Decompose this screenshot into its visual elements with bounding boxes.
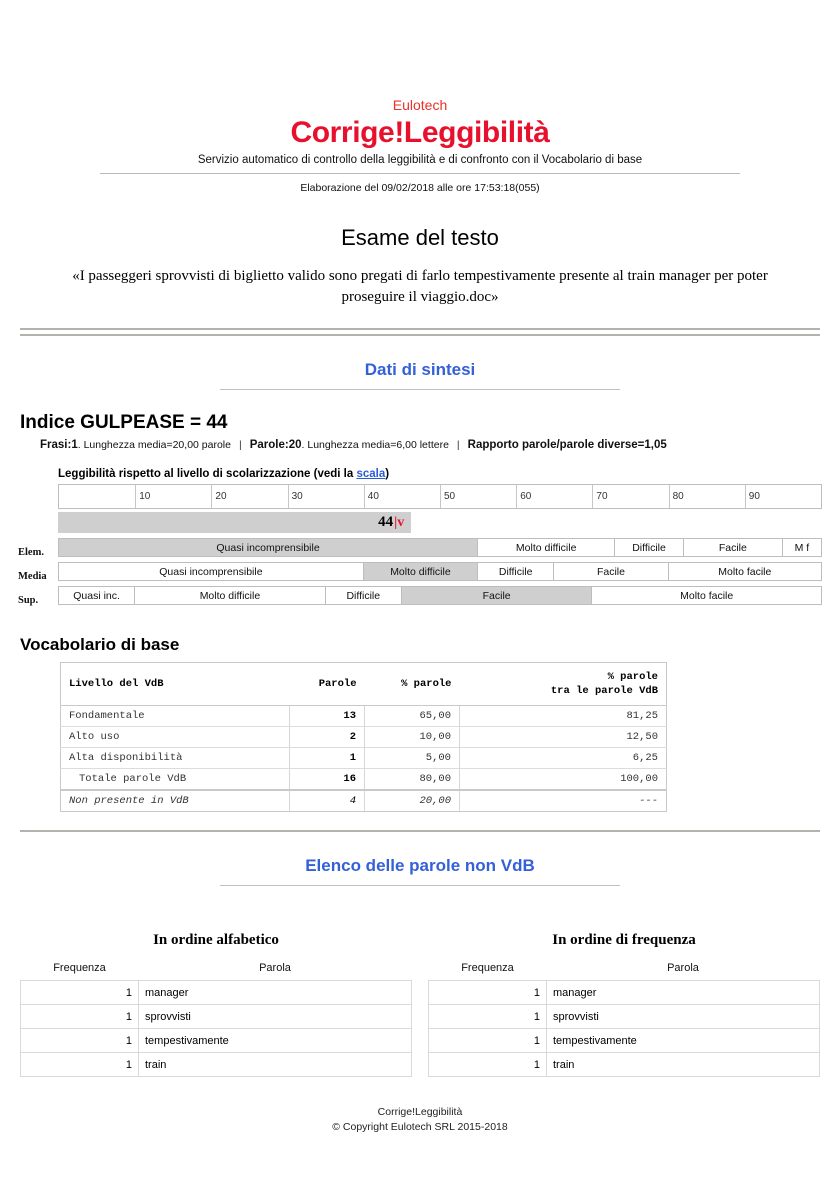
scale-cell: Facile <box>554 563 668 580</box>
word-table-header <box>429 961 820 981</box>
word-list-title: In ordine di frequenza <box>552 932 696 948</box>
word-row <box>429 1053 820 1077</box>
document-name: «I passeggeri sprovvisti di biglietto valido sono pregati di farlo tempestivamente presente al train manager per poter proseguire il viaggio.doc» <box>72 268 768 305</box>
section-underline <box>220 389 620 390</box>
scale-tick-70: 70 <box>592 485 668 508</box>
gulpease-marker-caret: |v <box>394 515 405 530</box>
word-freq: 1 <box>21 981 139 1005</box>
scale-rows <box>18 538 822 605</box>
scale-tick-50: 50 <box>440 485 516 508</box>
word-col-parola: Parola <box>667 962 699 974</box>
scale-bar-0 <box>58 538 822 557</box>
vdb-cell-level: Alto uso <box>61 727 290 748</box>
non-vdb-section-header <box>0 856 840 886</box>
scale-cell: Facile <box>402 587 593 604</box>
scale-cell: Quasi incomprensibile <box>59 563 364 580</box>
marker-remainder <box>411 512 822 533</box>
readability-scale <box>18 484 822 605</box>
word-lists <box>20 932 820 1077</box>
word-text: manager <box>547 981 820 1005</box>
scale-caption <box>58 468 820 480</box>
word-freq: 1 <box>21 1029 139 1053</box>
scale-row-label-1: Media <box>18 571 47 582</box>
report-footer <box>0 1105 840 1135</box>
scale-cell: Quasi inc. <box>59 587 135 604</box>
word-freq: 1 <box>429 981 547 1005</box>
scale-tick-60: 60 <box>516 485 592 508</box>
word-text: tempestivamente <box>547 1029 820 1053</box>
header-divider <box>100 173 740 174</box>
vdb-cell-pct: 10,00 <box>365 727 460 748</box>
word-list-title: In ordine alfabetico <box>153 932 279 948</box>
scale-cell: Molto difficile <box>364 563 478 580</box>
scale-cell: Molto difficile <box>478 539 615 556</box>
double-divider <box>20 328 820 336</box>
vdb-cell-parole: 2 <box>290 727 365 748</box>
scale-tick-80: 80 <box>669 485 745 508</box>
vdb-cell-pct-vdb: 81,25 <box>460 706 667 727</box>
vdb-cell-pct-vdb: --- <box>460 790 667 812</box>
frasi-detail: . Lunghezza media=20,00 parole <box>77 439 231 451</box>
word-row <box>21 1005 412 1029</box>
vdb-heading: Vocabolario di base <box>20 635 180 654</box>
scale-caption-before: Leggibilità rispetto al livello di scolarizzazione (vedi la <box>58 468 357 480</box>
scale-row-elem <box>18 538 822 557</box>
vdb-cell-pct: 80,00 <box>365 769 460 791</box>
gulpease-stats <box>20 439 820 451</box>
gulpease-block <box>0 412 840 480</box>
vdb-cell-level: Totale parole VdB <box>61 769 290 791</box>
vdb-col-pct-vdb <box>460 663 667 706</box>
word-text: train <box>547 1053 820 1077</box>
vdb-cell-pct-vdb: 100,00 <box>460 769 667 791</box>
divider-line-1 <box>20 328 820 330</box>
word-row <box>429 1029 820 1053</box>
gulpease-marker-value: 44 <box>378 514 394 530</box>
word-row <box>21 981 412 1005</box>
vdb-col-pct-vdb-line1: % parole <box>607 671 658 683</box>
word-freq: 1 <box>429 1053 547 1077</box>
word-table <box>20 961 412 1077</box>
word-text: manager <box>139 981 412 1005</box>
vdb-cell-level: Non presente in VdB <box>61 790 290 812</box>
scale-row-sup <box>18 586 822 605</box>
parole-detail: . Lunghezza media=6,00 lettere <box>301 439 449 451</box>
scale-bar-2 <box>58 586 822 605</box>
scale-tick-20: 20 <box>211 485 287 508</box>
word-col-frequenza: Frequenza <box>53 962 106 974</box>
brand-name: Eulotech <box>392 97 448 113</box>
scale-tick-10: 10 <box>135 485 211 508</box>
vdb-cell-pct: 65,00 <box>365 706 460 727</box>
vdb-cell-parole: 4 <box>290 790 365 812</box>
scala-link[interactable]: scala <box>356 468 386 480</box>
stat-separator-1: | <box>238 439 242 451</box>
scale-row-label-2: Sup. <box>18 595 39 606</box>
scale-row-label-0: Elem. <box>18 547 44 558</box>
scale-ruler <box>58 484 822 509</box>
vdb-header-row <box>61 663 667 706</box>
scale-caption-after: ) <box>385 468 390 480</box>
scale-tick-30: 30 <box>288 485 364 508</box>
vdb-cell-parole: 13 <box>290 706 365 727</box>
vdb-cell-pct-vdb: 6,25 <box>460 748 667 769</box>
parole-value: 20 <box>288 439 302 451</box>
vdb-col-level: Livello del VdB <box>61 663 290 706</box>
word-text: sprovvisti <box>139 1005 412 1029</box>
vdb-col-parole: Parole <box>290 663 365 706</box>
frasi-label: Frasi: <box>40 439 72 451</box>
word-row <box>21 1053 412 1077</box>
vdb-col-pct-vdb-line2: tra le parole VdB <box>550 685 658 697</box>
stat-separator-2: | <box>456 439 460 451</box>
word-freq: 1 <box>429 1005 547 1029</box>
word-row <box>21 1029 412 1053</box>
elaboration-timestamp: Elaborazione del 09/02/2018 alle ore 17:53:18(055) <box>300 182 540 194</box>
vdb-cell-level: Fondamentale <box>61 706 290 727</box>
scale-cell: Molto difficile <box>135 587 326 604</box>
word-text: sprovvisti <box>547 1005 820 1029</box>
vdb-row <box>61 790 667 812</box>
word-freq: 1 <box>21 1053 139 1077</box>
scale-cell: Difficile <box>326 587 402 604</box>
vdb-cell-pct: 5,00 <box>365 748 460 769</box>
vdb-cell-parole: 16 <box>290 769 365 791</box>
scale-tick-40: 40 <box>364 485 440 508</box>
scale-cell: M f <box>794 541 810 554</box>
scale-cell: Difficile <box>478 563 554 580</box>
page-title: Esame del testo <box>341 225 499 250</box>
scale-marker-row <box>58 512 822 533</box>
vdb-col-pct: % parole <box>365 663 460 706</box>
vdb-cell-parole: 1 <box>290 748 365 769</box>
vdb-cell-level: Alta disponibilità <box>61 748 290 769</box>
scale-row-media <box>18 562 822 581</box>
scale-bar-1 <box>58 562 822 581</box>
footer-product: Corrige!Leggibilità <box>377 1106 463 1118</box>
section-title-summary: Dati di sintesi <box>364 360 476 379</box>
word-table-header <box>21 961 412 981</box>
section-divider-2 <box>20 830 820 832</box>
word-col-frequenza: Frequenza <box>461 962 514 974</box>
section-title-non-vdb: Elenco delle parole non VdB <box>305 856 535 875</box>
vdb-body <box>61 706 667 812</box>
word-row <box>429 1005 820 1029</box>
vdb-table <box>60 662 667 812</box>
scale-cell: Molto facile <box>718 565 772 578</box>
word-list-column-1 <box>428 932 820 1077</box>
parole-label: Parole: <box>249 439 289 451</box>
word-freq: 1 <box>21 1005 139 1029</box>
product-logo: Corrige!Leggibilità <box>290 116 550 149</box>
vdb-cell-pct-vdb: 12,50 <box>460 727 667 748</box>
rapporto-parole: Rapporto parole/parole diverse=1,05 <box>467 439 667 451</box>
summary-section-header <box>0 360 840 390</box>
vdb-cell-pct: 20,00 <box>365 790 460 812</box>
tagline: Servizio automatico di controllo della leggibilità e di confronto con il Vocabolario di base <box>197 154 643 166</box>
frasi-value: 1 <box>71 439 78 451</box>
vdb-row <box>61 727 667 748</box>
section-underline-2 <box>220 885 620 886</box>
report-header <box>0 0 840 194</box>
vdb-row <box>61 748 667 769</box>
word-table <box>428 961 820 1077</box>
footer-copyright: © Copyright Eulotech SRL 2015-2018 <box>332 1121 508 1133</box>
scale-cell: Molto facile <box>680 589 734 602</box>
word-text: tempestivamente <box>139 1029 412 1053</box>
word-text: train <box>139 1053 412 1077</box>
word-row <box>429 981 820 1005</box>
scale-cell: Quasi incomprensibile <box>59 539 478 556</box>
scale-cell: Facile <box>684 539 783 556</box>
vdb-row <box>61 769 667 791</box>
vdb-row <box>61 706 667 727</box>
scale-cell: Difficile <box>615 539 684 556</box>
word-col-parola: Parola <box>259 962 291 974</box>
scale-tick-90: 90 <box>745 485 821 508</box>
word-freq: 1 <box>429 1029 547 1053</box>
gulpease-index-title: Indice GULPEASE = 44 <box>20 412 228 433</box>
divider-line-2 <box>20 334 820 336</box>
word-list-column-0 <box>20 932 412 1077</box>
